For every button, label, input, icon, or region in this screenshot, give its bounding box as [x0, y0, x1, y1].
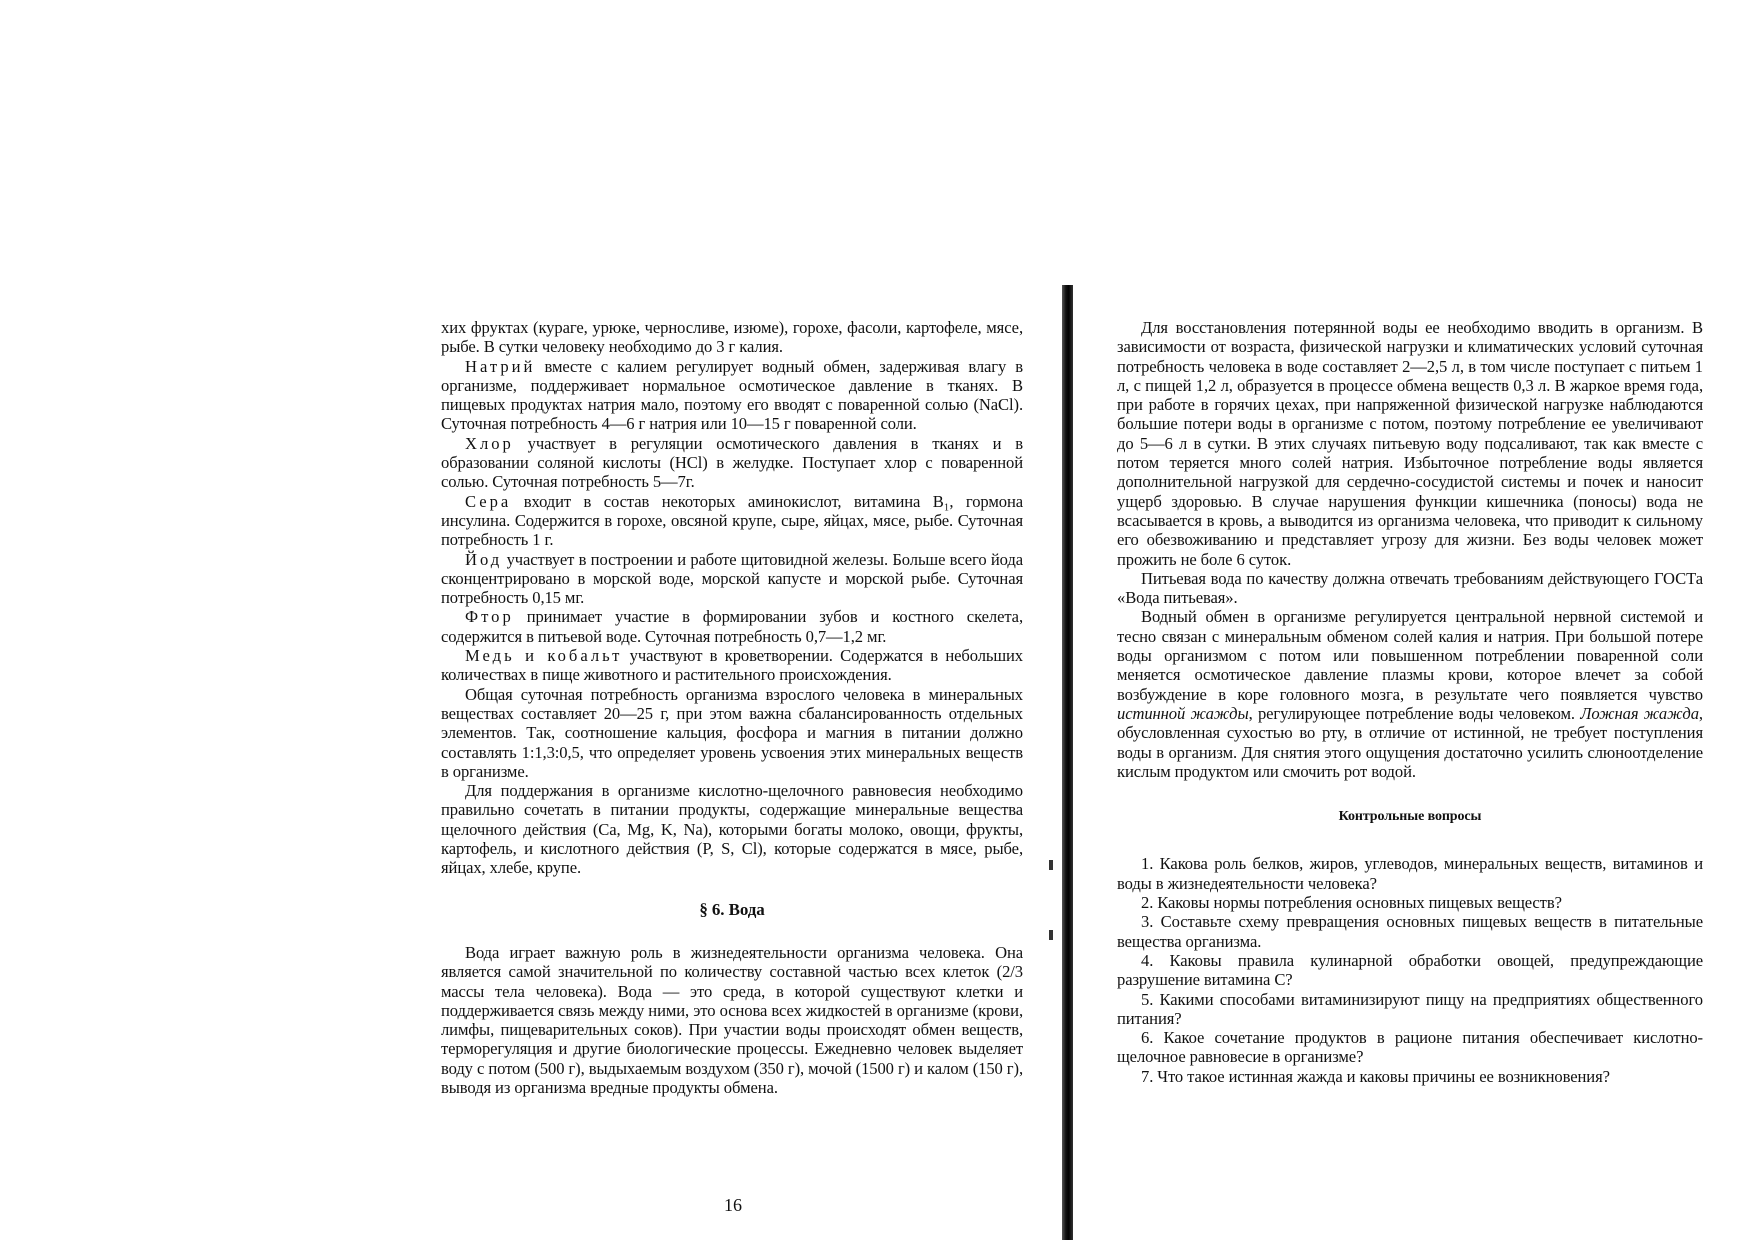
question-item: 7. Что такое истинная жажда и каковы причины ее возникновения? — [1141, 1066, 1610, 1086]
term: Хлор — [465, 433, 514, 453]
paragraph: Медь и кобальт участвуют в кроветворении. Содержатся в небольших количествах в пище животного и растительного происхождения. — [441, 646, 1023, 685]
paragraph: Водный обмен в организме регулируется центральной нервной системой и тесно связан с минеральным обменом солей калия и натрия. При большой потере воды организмом с потом или повышенном потреблении поваренной соли меняется осмотическое давление плазмы крови, которое влечет за собой возбуждение в коре головного мозга, в результате чего появляется чувство истинной жажды, регулирующее потребление воды человеком. Ложная жажда, обусловленная сухостью во рту, в отличие от истинной, не требует поступления воды в организм. Для снятия этого ощущения достаточно усилить слюноотделение кислым продуктом или смочить рот водой. — [1117, 607, 1703, 781]
questions-heading: Контрольные вопросы — [1338, 809, 1482, 825]
paragraph: Вода играет важную роль в жизнедеятельности организма человека. Она является самой значительной по количеству составной частью всех клеток (2/3 массы тела человека). Вода — это среда, в которой существуют клетки и поддерживается связь между ними, это основа всех жидкостей в организме (крови, лимфы, пищеварительных соков). При участии воды происходят обмен веществ, терморегуляция и другие биологические процессы. Ежедневно человек выделяет воду с потом (500 г), выдыхаемым воздухом (350 г), мочой (1500 г) и калом (150 г), выводя из организма вредные продукты обмена. — [441, 942, 1023, 1097]
paragraph: хих фруктах (кураге, урюке, черносливе, изюме), горохе, фасоли, картофеле, мясе, рыбе. В сутки человеку необходимо до 3 г калия. — [441, 318, 1023, 357]
left-page — [441, 318, 1023, 1097]
paragraph: Йод участвует в построении и работе щитовидной железы. Больше всего йода сконцентрировано в морской воде, морской капусте и морской рыбе. Суточная потребность 0,15 мг. — [441, 549, 1023, 608]
spine-mark — [1049, 930, 1053, 940]
paragraph: Общая суточная потребность организма взрослого человека в минеральных веществах составляет 20—25 г, при этом важна сбалансированность отдельных элементов. Так, соотношение кальция, фосфора и магния в питании должно составлять 1:1,3:0,5, что определяет уровень усвоения этих минеральных веществ в организме. — [441, 684, 1023, 781]
term: Медь и кобальт — [465, 646, 623, 666]
question-item: 5. Какими способами витаминизируют пищу на предприятиях общественного питания? — [1117, 989, 1703, 1028]
question-item: 1. Какова роль белков, жиров, углеводов, минеральных веществ, витаминов и воды в жизнедеятельности человека? — [1117, 854, 1703, 893]
paragraph: Фтор принимает участие в формировании зубов и костного скелета, содержится в питьевой воде. Суточная потребность 0,7—1,2 мг. — [441, 607, 1023, 646]
paragraph: Для поддержания в организме кислотно-щелочного равновесия необходимо правильно сочетать в питании продукты, содержащие минеральные вещества щелочного действия (Ca, Mg, K, Na), которыми богаты молоко, овощи, фрукты, картофель, и кислотного действия (P, S, Cl), которые содержатся в мясе, рыбе, яйцах, хлебе, крупе. — [441, 781, 1023, 878]
question-item: 4. Каковы правила кулинарной обработки овощей, предупреждающие разрушение витамина С? — [1117, 950, 1703, 990]
italic-term: истинной жажды — [1117, 703, 1249, 723]
book-spine — [1062, 285, 1073, 1240]
page-number: 16 — [724, 1195, 742, 1215]
question-item: 6. Какое сочетание продуктов в рационе питания обеспечивает кислотно-щелочное равновесие в организме? — [1117, 1028, 1703, 1067]
italic-term: Ложная жажда — [1580, 703, 1699, 723]
paragraph: Для восстановления потерянной воды ее необходимо вводить в организм. В зависимости от возраста, физической нагрузки и климатических условий суточная потребность человека в воде составляет 2—2,5 л, в том числе поступает с питьем 1 л, с пищей 1,2 л, образуется в процессе обмена веществ 0,3 л. В жаркое время года, при работе в горячих цехах, при напряженной физической нагрузке наблюдаются большие потери воды в организме с потом, поэтому потребление ее увеличивают до 5—6 л в сутки. В этих случаях питьевую воду подсаливают, так как вместе с потом теряется много солей натрия. Избыточное потребление воды является дополнительной нагрузкой для сердечно-сосудистой системы и почек и наносит ущерб здоровью. В случае нарушения функции кишечника (поносы) вода не всасывается в кровь, а выводится из организма человека, что приводит к сильному его обезвоживанию и представляет угрозу для жизни. Без воды человек может прожить не боле 6 суток. — [1117, 318, 1703, 569]
question-item: 3. Составьте схему превращения основных пищевых веществ в питательные вещества организма. — [1117, 912, 1703, 951]
term: Йод — [465, 549, 503, 569]
term: Сера — [465, 491, 512, 511]
right-page — [1117, 318, 1703, 1086]
section-heading: § 6. Вода — [699, 899, 765, 919]
question-item: 2. Каковы нормы потребления основных пищевых веществ? — [1141, 893, 1562, 913]
paragraph: Хлор участвует в регуляции осмотического давления в тканях и в образовании соляной кислоты (HCl) в желудке. Поступает хлор с поваренной солью. Суточная потребность 5—7г. — [441, 433, 1023, 492]
paragraph: Натрий вместе с калием регулирует водный обмен, задерживая влагу в организме, поддерживает нормальное осмотическое давление в тканях. В пищевых продуктах натрия мало, поэтому его вводят с поваренной солью (NaCl). Суточная потребность 4—6 г натрия или 10—15 г поваренной соли. — [441, 356, 1023, 434]
term: Натрий — [465, 356, 536, 376]
spine-mark — [1049, 860, 1053, 870]
paragraph: Сера входит в состав некоторых аминокислот, витамина B₁, гормона инсулина. Содержится в горохе, овсяной крупе, сыре, яйцах, мясе, рыбе. Суточная потребность 1 г. — [441, 491, 1023, 550]
paragraph: Питьевая вода по качеству должна отвечать требованиям действующего ГОСТа «Вода питьевая». — [1117, 568, 1703, 608]
term: Фтор — [465, 607, 514, 627]
